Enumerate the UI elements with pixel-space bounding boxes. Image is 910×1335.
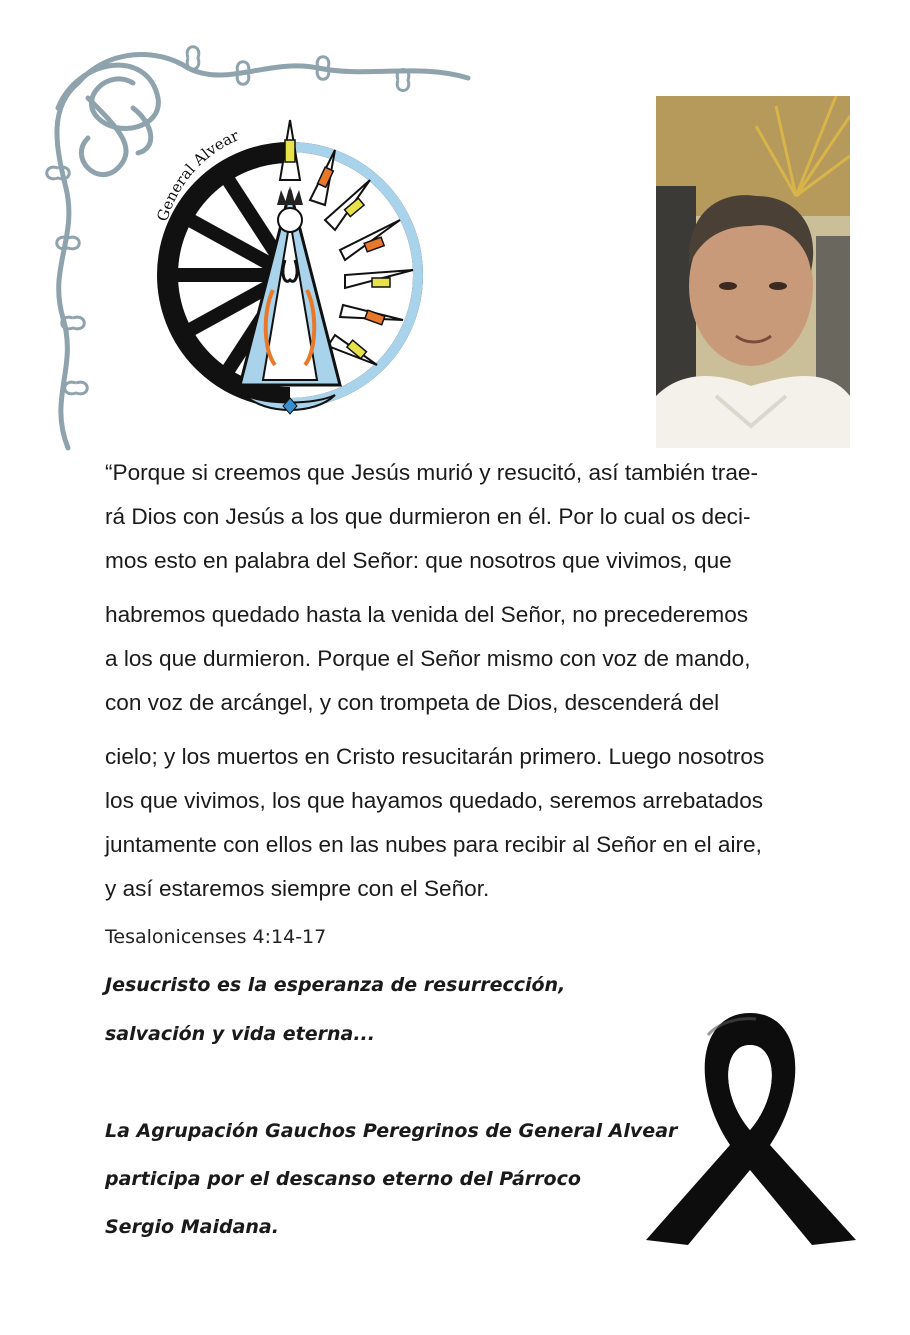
scripture-verse xyxy=(105,451,885,911)
closing-line-group: La Agrupación Gauchos Peregrinos de General Alvear xyxy=(105,1120,678,1142)
verse-line: cielo; y los muertos en Cristo resucitarán primero. Luego nosotros xyxy=(105,744,765,769)
priest-portrait-photo xyxy=(656,96,850,448)
verse-line: rá Dios con Jesús a los que durmieron en él. Por lo cual os deci- xyxy=(105,504,751,529)
verse-line: los que vivimos, los que hayamos quedado, seremos arrebatados xyxy=(105,788,764,813)
verse-line: con voz de arcángel, y con trompeta de Dios, descenderá del xyxy=(105,690,720,715)
verse-line: juntamente con ellos en las nubes para recibir al Señor en el aire, xyxy=(105,832,762,857)
verse-line: “Porque si creemos que Jesús murió y resucitó, así también trae- xyxy=(105,460,758,485)
closing-line-participation: participa por el descanso eterno del Párroco xyxy=(105,1168,581,1190)
closing-line-hope: Jesucristo es la esperanza de resurrección, xyxy=(105,974,566,996)
verse-line: mos esto en palabra del Señor: que nosotros que vivimos, que xyxy=(105,548,732,573)
scripture-reference: Tesalonicenses 4:14-17 xyxy=(105,926,327,948)
logo-arc-text: General Alvear xyxy=(153,126,242,224)
verse-line: y así estaremos siempre con el Señor. xyxy=(105,876,490,901)
mourning-ribbon-icon xyxy=(638,1005,863,1250)
closing-line-name: Sergio Maidana. xyxy=(105,1216,279,1238)
verse-line: a los que durmieron. Porque el Señor mismo con voz de mando, xyxy=(105,646,751,671)
verse-line: habremos quedado hasta la venida del Señor, no precederemos xyxy=(105,602,749,627)
closing-line-salvation: salvación y vida eterna... xyxy=(105,1023,375,1045)
wagon-wheel-virgin-logo xyxy=(145,110,435,430)
